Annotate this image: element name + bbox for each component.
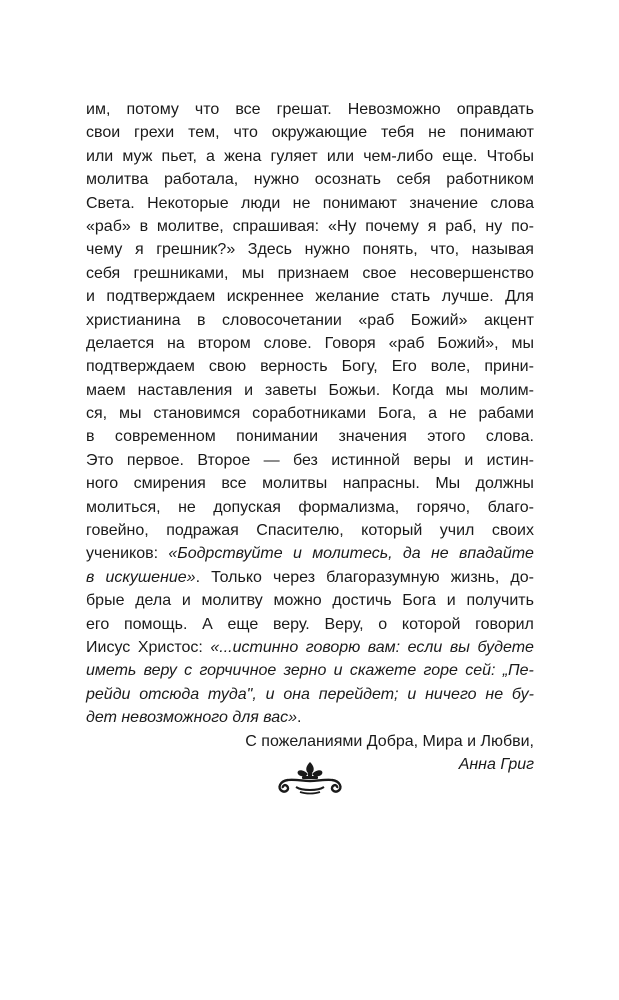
word: Христос: — [137, 638, 203, 656]
word: потому — [126, 101, 179, 118]
word: и — [333, 662, 343, 680]
word: искреннее — [226, 288, 304, 306]
word: осознать — [314, 171, 381, 189]
signature-line: С пожеланиями Добра, Мира и Любви, — [245, 732, 534, 750]
word: Света. — [86, 194, 135, 212]
word: не — [428, 124, 446, 142]
word: в — [86, 568, 95, 586]
word: этого — [427, 428, 466, 446]
word: учеников: — [86, 545, 159, 563]
word: признаем — [277, 264, 350, 282]
word: спрашивая: — [232, 217, 320, 235]
word: Веру, — [324, 615, 364, 633]
word: дет — [86, 709, 117, 727]
word: а — [428, 405, 437, 423]
word: Это — [86, 451, 114, 469]
word: и — [292, 545, 302, 563]
word: формализма, — [298, 498, 400, 516]
text-line — [86, 589, 534, 612]
word: в — [139, 217, 149, 235]
word: веру. — [272, 615, 310, 633]
word: свое — [362, 264, 397, 282]
word: зерно — [283, 662, 327, 680]
word: Божий», — [437, 334, 499, 352]
word: не — [292, 194, 311, 212]
word: благоразумную — [326, 568, 440, 586]
word: впадайте — [459, 545, 534, 563]
word: ну — [485, 217, 503, 235]
word: «Ну — [327, 217, 357, 235]
word: скажете — [349, 662, 417, 680]
text-line — [86, 425, 534, 448]
word: достичь — [332, 592, 392, 610]
word: мы — [241, 264, 265, 282]
word: а — [206, 147, 215, 165]
word: Его — [391, 358, 417, 376]
word: веры — [413, 451, 451, 469]
text-line — [86, 449, 534, 472]
word: Спасителю, — [256, 522, 344, 540]
word: Только — [211, 568, 262, 586]
word: все — [235, 101, 261, 118]
word: подтверждаем — [106, 288, 216, 306]
word: все — [221, 475, 247, 493]
word: говорю — [305, 638, 361, 656]
word: Для — [505, 288, 534, 306]
word: им, — [86, 101, 111, 118]
word: мы — [445, 381, 468, 399]
word: Божий» — [410, 311, 468, 329]
word: молиться, — [86, 498, 161, 516]
word: подражая — [166, 522, 239, 540]
word: в — [197, 311, 206, 329]
word: тем, — [188, 124, 220, 142]
text-line — [86, 706, 534, 729]
word: будете — [477, 638, 534, 656]
word: который — [361, 522, 423, 540]
word: воле, — [430, 358, 471, 376]
word: если — [407, 638, 443, 656]
word: молитву — [201, 592, 263, 610]
word: молитесь, — [312, 545, 393, 563]
word: напрасны. — [342, 475, 420, 493]
text-line — [86, 355, 534, 378]
word: работником — [446, 171, 534, 189]
word: «раб» — [86, 217, 131, 235]
word: понять, — [362, 241, 418, 259]
word: тебя — [380, 124, 415, 142]
word: называя — [471, 241, 534, 259]
word: «...истинно — [210, 638, 299, 656]
word: и — [265, 685, 275, 703]
word: смирения — [133, 475, 206, 493]
word: через — [273, 568, 316, 586]
text-line — [86, 121, 534, 144]
word: еще — [227, 615, 259, 633]
text-line — [86, 636, 534, 659]
word: что, — [430, 241, 460, 259]
signature-author: Анна Григ — [458, 755, 534, 773]
word: нужно — [304, 241, 351, 259]
page-body — [86, 98, 534, 776]
word: грехи — [134, 124, 175, 142]
word: наставления — [137, 381, 233, 399]
word: допуская — [213, 498, 281, 516]
text-line — [86, 215, 534, 238]
word: гуляет — [270, 147, 318, 165]
word: веру — [143, 662, 177, 680]
word: вам: — [367, 638, 401, 656]
word: Когда — [392, 381, 434, 399]
word: не — [485, 685, 504, 703]
word: Бога — [402, 592, 437, 610]
text-line — [86, 566, 534, 589]
word: Говоря — [324, 334, 376, 352]
word: оправдать — [456, 101, 534, 118]
word: грешниками, — [133, 264, 229, 282]
text-line — [86, 192, 534, 215]
word: чему — [86, 241, 123, 259]
word: и — [86, 288, 95, 306]
word: верность — [260, 358, 328, 376]
word: свои — [86, 124, 121, 142]
word: ного — [86, 475, 119, 493]
word: нужно — [253, 171, 300, 189]
text-line — [86, 285, 534, 308]
word: благо- — [487, 498, 534, 516]
word: его — [86, 615, 110, 633]
fleur-de-lis-scroll-ornament-icon — [268, 760, 352, 796]
word: или — [326, 147, 355, 165]
word: Чтобы — [486, 147, 534, 165]
word: и — [244, 381, 254, 399]
word: я — [134, 241, 144, 259]
word: должны — [475, 475, 534, 493]
word: несовершенство — [409, 264, 534, 282]
word: вас». — [263, 709, 302, 727]
word: лучше. — [441, 288, 494, 306]
word: по- — [511, 217, 534, 235]
text-line — [86, 519, 534, 542]
word: для — [232, 709, 259, 727]
word: грешат. — [276, 101, 332, 118]
word: не — [430, 545, 449, 563]
text-line — [86, 238, 534, 261]
word: — — [263, 451, 280, 469]
word: Невозможно — [347, 101, 441, 118]
word: до- — [510, 568, 534, 586]
text-line — [86, 262, 534, 285]
word: Некоторые — [147, 194, 229, 212]
word: Бога, — [377, 405, 417, 423]
word: своих — [491, 522, 534, 540]
word: „Пе- — [502, 662, 534, 680]
word: истинной — [331, 451, 400, 469]
word: говорил — [475, 615, 534, 633]
word: понимают — [459, 124, 534, 142]
word: заветы — [264, 381, 317, 399]
word: подтверждаем — [86, 358, 195, 376]
paragraph — [86, 98, 534, 730]
word: Божьи. — [328, 381, 381, 399]
word: жизнь, — [450, 568, 500, 586]
word: я — [427, 217, 437, 235]
word: учил — [439, 522, 475, 540]
word: свою — [208, 358, 247, 376]
word: мы — [119, 405, 142, 423]
word: да — [402, 545, 421, 563]
word: без — [292, 451, 318, 469]
word: мы — [511, 334, 534, 352]
word: молим- — [479, 381, 534, 399]
word: искушение». — [105, 568, 201, 586]
text-line — [86, 332, 534, 355]
word: «раб — [388, 334, 425, 352]
word: она — [283, 685, 310, 703]
word: в — [86, 428, 95, 446]
text-line — [86, 168, 534, 191]
word: работала, — [163, 171, 239, 189]
word: муж — [122, 147, 153, 165]
word: и — [464, 451, 474, 469]
word: можно — [273, 592, 322, 610]
word: А — [202, 615, 213, 633]
word: дела — [135, 592, 172, 610]
word: окружающие — [271, 124, 368, 142]
word: Иисус — [86, 638, 131, 656]
text-line — [86, 683, 534, 706]
word: прини- — [484, 358, 534, 376]
word: христианина — [86, 311, 181, 329]
word: молитва — [86, 171, 149, 189]
word: раб, — [445, 217, 477, 235]
word: рабами — [478, 405, 534, 423]
word: слове. — [263, 334, 312, 352]
text-line — [86, 496, 534, 519]
word: не — [448, 405, 467, 423]
word: получить — [466, 592, 534, 610]
word: что — [233, 124, 258, 142]
text-line — [86, 472, 534, 495]
word: с — [184, 662, 193, 680]
word: рейди — [86, 685, 131, 703]
word: акцент — [483, 311, 534, 329]
word: становимся — [153, 405, 241, 423]
word: горячо, — [416, 498, 471, 516]
word: молитве, — [156, 217, 224, 235]
word: перейдет; — [318, 685, 399, 703]
word: себя — [86, 264, 121, 282]
word: брые — [86, 592, 125, 610]
text-line — [86, 98, 534, 121]
text-line — [86, 613, 534, 636]
word: стать — [390, 288, 431, 306]
word: о — [378, 615, 388, 633]
word: говейно, — [86, 522, 149, 540]
word: значение — [409, 194, 478, 212]
text-line — [86, 402, 534, 425]
word: еще. — [442, 147, 478, 165]
text-line — [86, 145, 534, 168]
word: Здесь — [247, 241, 293, 259]
word: Второе — [197, 451, 251, 469]
word: Мы — [435, 475, 461, 493]
word: и — [181, 592, 191, 610]
word: делается — [86, 334, 155, 352]
text-line — [86, 309, 534, 332]
word: понимании — [236, 428, 319, 446]
word: бу- — [511, 685, 534, 703]
word: сей: — [465, 662, 496, 680]
word: туда", — [207, 685, 257, 703]
word: Богу, — [341, 358, 378, 376]
word: слова. — [485, 428, 534, 446]
word: «Бодрствуйте — [168, 545, 283, 563]
word: жена — [224, 147, 262, 165]
word: вы — [449, 638, 470, 656]
word: пьет, — [161, 147, 197, 165]
word: отсюда — [139, 685, 200, 703]
word: ничего — [425, 685, 477, 703]
word: горчичное — [199, 662, 277, 680]
word: значения — [338, 428, 407, 446]
word: молитвы — [262, 475, 328, 493]
word: соработниками — [252, 405, 367, 423]
word: или — [86, 147, 114, 165]
word: первое. — [126, 451, 184, 469]
word: и — [446, 592, 456, 610]
word: словосочетании — [222, 311, 342, 329]
word: чем-либо — [363, 147, 434, 165]
word: слова — [490, 194, 534, 212]
word: на — [167, 334, 185, 352]
word: люди — [241, 194, 281, 212]
word: ся, — [86, 405, 108, 423]
word: грешник?» — [156, 241, 236, 259]
word: которой — [401, 615, 461, 633]
word: помощь. — [123, 615, 188, 633]
word: понимают — [322, 194, 397, 212]
text-line — [86, 542, 534, 565]
word: не — [178, 498, 196, 516]
word: почему — [365, 217, 419, 235]
word: истин- — [486, 451, 534, 469]
word: втором — [197, 334, 251, 352]
word: горе — [423, 662, 458, 680]
word: иметь — [86, 662, 137, 680]
text-line — [86, 379, 534, 402]
word: «раб — [358, 311, 395, 329]
word: и — [407, 685, 417, 703]
text-line — [86, 659, 534, 682]
word: желание — [315, 288, 380, 306]
word: невозможного — [121, 709, 228, 727]
word: себя — [396, 171, 431, 189]
word: что — [194, 101, 220, 118]
word: маем — [86, 381, 126, 399]
word: современном — [114, 428, 216, 446]
